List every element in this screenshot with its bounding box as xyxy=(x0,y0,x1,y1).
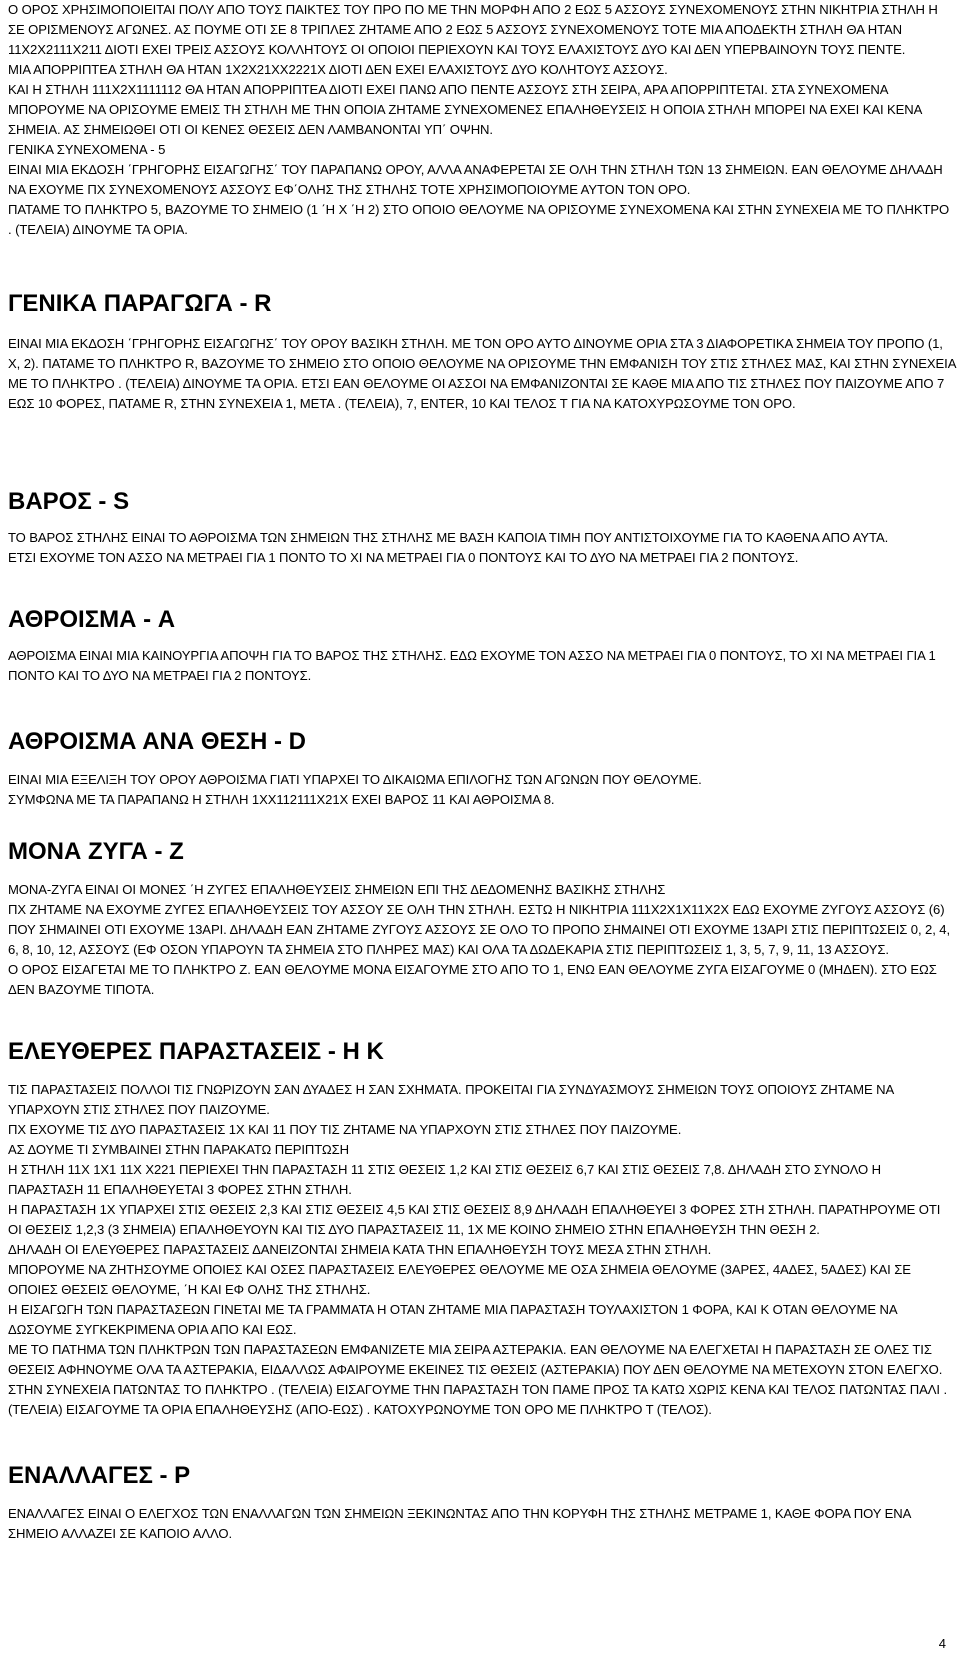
section-paragraph: ΠΧ ΕΧΟΥΜΕ ΤΙΣ ΔΥΟ ΠΑΡΑΣΤΑΣΕΙΣ 1Χ ΚΑΙ 11 ΠΟΥ ΤΙΣ ΖΗΤΑΜΕ ΝΑ ΥΠΑΡΧΟΥΝ ΣΤΙΣ ΣΤΗΛΕΣ ΠΟΥ ΠΑΙΖΟΥΜΕ. xyxy=(8,1122,682,1137)
section-paragraph: ΕΙΝΑΙ ΜΙΑ ΕΚΔΟΣΗ ΄ΓΡΗΓΟΡΗΣ ΕΙΣΑΓΩΓΗΣ΄ ΤΟΥ ΟΡΟΥ ΒΑΣΙΚΗ ΣΤΗΛΗ. ΜΕ ΤΟΝ ΟΡΟ ΑΥΤΟ ΔΙΝΟΥΜΕ ΟΡΙΑ ΣΤΑ 3 ΔΙΑΦΟΡΕΤΙΚΑ ΣΗΜΕΙΑ ΤΟΥ ΠΡΟΠΟ (1, Χ, 2). ΠΑΤΑΜΕ ΤΟ ΠΛΗΚΤΡΟ R, ΒΑΖΟΥΜΕ ΤΟ ΣΗΜΕΙΟ ΣΤΟ ΟΠΟΙΟ ΘΕΛΟΥΜΕ ΝΑ ΟΡΙΣΟΥΜΕ ΤΗΝ ΕΜΦΑΝΙΣΗ ΤΟΥ ΣΤΙΣ ΣΤΗΛΕΣ ΜΑΣ, ΚΑΙ ΣΤΗΝ ΣΥΝΕΧΕΙΑ ΜΕ ΤΟ ΠΛΗΚΤΡΟ . (ΤΕΛΕΙΑ) ΔΙΝΟΥΜΕ ΤΑ ΟΡΙΑ. ΕΤΣΙ ΕΑΝ ΘΕΛΟΥΜΕ ΟΙ ΑΣΣΟΙ ΝΑ ΕΜΦΑΝΙΖΟΝΤΑΙ ΣΕ ΚΑΘΕ ΜΙΑ ΑΠΟ ΤΙΣ ΣΤΗΛΕΣ ΠΟΥ ΠΑΙΖΟΥΜΕ ΑΠΟ 7 ΕΩΣ 10 ΦΟΡΕΣ, ΠΑΤΑΜΕ R, ΣΤΗΝ ΣΥΝΕΧΕΙΑ 1, ΜΕΤΑ . (ΤΕΛΕΙΑ), 7, ENTER, 10 ΚΑΙ ΤΕΛΟΣ Τ ΓΙΑ ΝΑ ΚΑΤΟΧΥΡΩΣΟΥΜΕ ΤΟΝ ΟΡΟ. xyxy=(8,336,956,411)
section-paragraph: Ο ΟΡΟΣ ΕΙΣΑΓΕΤΑΙ ΜΕ ΤΟ ΠΛΗΚΤΡΟ Ζ. ΕΑΝ ΘΕΛΟΥΜΕ ΜΟΝΑ ΕΙΣΑΓΟΥΜΕ ΣΤΟ ΑΠΟ ΤΟ 1, ΕΝΩ ΕΑΝ ΘΕΛΟΥΜΕ ΖΥΓΑ ΕΙΣΑΓΟΥΜΕ 0 (ΜΗΔΕΝ). ΣΤΟ ΕΩΣ ΔΕΝ ΒΑΖΟΥΜΕ ΤΙΠΟΤΑ. xyxy=(8,962,937,997)
section-title: ΑΘΡΟΙΣΜΑ - A xyxy=(8,606,176,633)
section-paragraph: ΜΕ ΤΟ ΠΑΤΗΜΑ ΤΩΝ ΠΛΗΚΤΡΩΝ ΤΩΝ ΠΑΡΑΣΤΑΣΕΩΝ ΕΜΦΑΝΙΖΕΤΕ ΜΙΑ ΣΕΙΡΑ ΑΣΤΕΡΑΚΙΑ. ΕΑΝ ΘΕΛΟΥΜΕ ΝΑ ΕΛΕΓΧΕΤΑΙ Η ΠΑΡΑΣΤΑΣΗ ΣΕ ΟΛΕΣ ΤΙΣ ΘΕΣΕΙΣ ΑΦΗΝΟΥΜΕ ΟΛΑ ΤΑ ΑΣΤΕΡΑΚΙΑ, ΕΙΔΑΛΛΩΣ ΑΦΑΙΡΟΥΜΕ ΕΚΕΙΝΕΣ ΤΙΣ ΘΕΣΕΙΣ (ΑΣΤΕΡΑΚΙΑ) ΠΟΥ ΔΕΝ ΘΕΛΟΥΜΕ ΝΑ ΜΕΤΕΧΟΥΝ ΣΤΟΝ ΕΛΕΓΧΟ. ΣΤΗΝ ΣΥΝΕΧΕΙΑ ΠΑΤΩΝΤΑΣ ΤΟ ΠΛΗΚΤΡΟ . (ΤΕΛΕΙΑ) ΕΙΣΑΓΟΥΜΕ ΤΗΝ ΠΑΡΑΣΤΑΣΗ ΤΟΝ ΠΑΜΕ ΠΡΟΣ ΤΑ ΚΑΤΩ ΧΩΡΙΣ ΚΕΝΑ ΚΑΙ ΤΕΛΟΣ ΠΑΤΩΝΤΑΣ ΠΑΛΙ . (ΤΕΛΕΙΑ) ΕΙΣΑΓΟΥΜΕ ΤΑ ΟΡΙΑ ΕΠΑΛΗΘΕΥΣΗΣ (ΑΠΟ-ΕΩΣ) . ΚΑΤΟΧΥΡΩΝΟΥΜΕ ΤΟΝ ΟΡΟ ΜΕ ΠΛΗΚΤΡΟ Τ (ΤΕΛΟΣ). xyxy=(8,1342,948,1417)
section-paragraph: ΑΘΡΟΙΣΜΑ ΕΙΝΑΙ ΜΙΑ ΚΑΙΝΟΥΡΓΙΑ ΑΠΟΨΗ ΓΙΑ ΤΟ ΒΑΡΟΣ ΤΗΣ ΣΤΗΛΗΣ. ΕΔΩ ΕΧΟΥΜΕ ΤΟΝ ΑΣΣΟ ΝΑ ΜΕΤΡΑΕΙ ΓΙΑ 0 ΠΟΝΤΟΥΣ, ΤΟ ΧΙ ΝΑ ΜΕΤΡΑΕΙ ΓΙΑ 1 ΠΟΝΤΟ ΚΑΙ ΤΟ ΔΥΟ ΝΑ ΜΕΤΡΑΕΙ ΓΙΑ 2 ΠΟΝΤΟΥΣ. xyxy=(8,648,936,683)
intro-subheading: ΓΕΝΙΚΑ ΣΥΝΕΧΟΜΕΝΑ - 5 xyxy=(8,142,166,157)
section-paragraph: ΔΗΛΑΔΗ ΟΙ ΕΛΕΥΘΕΡΕΣ ΠΑΡΑΣΤΑΣΕΙΣ ΔΑΝΕΙΖΟΝΤΑΙ ΣΗΜΕΙΑ ΚΑΤΑ ΤΗΝ ΕΠΑΛΗΘΕΥΣΗ ΤΟΥΣ ΜΕΣΑ ΣΤΗΝ ΣΤΗΛΗ. xyxy=(8,1242,712,1257)
section-paragraph: ΤΟ ΒΑΡΟΣ ΣΤΗΛΗΣ ΕΙΝΑΙ ΤΟ ΑΘΡΟΙΣΜΑ ΤΩΝ ΣΗΜΕΙΩΝ ΤΗΣ ΣΤΗΛΗΣ ΜΕ ΒΑΣΗ ΚΑΠΟΙΑ ΤΙΜΗ ΠΟΥ ΑΝΤΙΣΤΟΙΧΟΥΜΕ ΓΙΑ ΤΟ ΚΑΘΕΝΑ ΑΠΟ ΑΥΤΑ. xyxy=(8,530,889,545)
section-paragraph: ΠΧ ΖΗΤΑΜΕ ΝΑ ΕΧΟΥΜΕ ΖΥΓΕΣ ΕΠΑΛΗΘΕΥΣΕΙΣ ΤΟΥ ΑΣΣΟΥ ΣΕ ΟΛΗ ΤΗΝ ΣΤΗΛΗ. ΕΣΤΩ Η ΝΙΚΗΤΡΙΑ 111Χ2Χ1Χ11Χ2Χ ΕΔΩ ΕΧΟΥΜΕ ΖΥΓΟΥΣ ΑΣΣΟΥΣ (6) ΠΟΥ ΣΗΜΑΙΝΕΙ ΟΤΙ ΕΧΟΥΜΕ 13ΑΡΙ. ΔΗΛΑΔΗ ΕΑΝ ΖΗΤΑΜΕ ΖΥΓΟΥΣ ΑΣΣΟΥΣ ΣΕ ΟΛΟ ΤΟ ΠΡΟΠΟ ΣΗΜΑΙΝΕΙ ΟΤΙ ΕΧΟΥΜΕ 13ΑΡΙ ΣΤΙΣ ΠΕΡΙΠΤΩΣΕΙΣ 0, 2, 4, 6, 8, 10, 12, ΑΣΣΟΥΣ (ΕΦ ΟΣΟΝ ΥΠΑΡΟΥΝ ΤΑ ΣΗΜΕΙΑ ΣΤΟ ΠΛΗΡΕΣ ΜΑΣ) ΚΑΙ ΟΛΑ ΤΑ ΔΩΔΕΚΑΡΙΑ ΣΤΙΣ ΠΕΡΙΠΤΩΣΕΙΣ 1, 3, 5, 7, 9, 11, 13 ΑΣΣΟΥΣ. xyxy=(8,902,951,957)
section-s xyxy=(8,488,956,568)
section-paragraph: ΤΙΣ ΠΑΡΑΣΤΑΣΕΙΣ ΠΟΛΛΟΙ ΤΙΣ ΓΝΩΡΙΖΟΥΝ ΣΑΝ ΔΥΑΔΕΣ Η ΣΑΝ ΣΧΗΜΑΤΑ. ΠΡΟΚΕΙΤΑΙ ΓΙΑ ΣΥΝΔΥΑΣΜΟΥΣ ΣΗΜΕΙΩΝ ΤΟΥΣ ΟΠΟΙΟΥΣ ΖΗΤΑΜΕ ΝΑ ΥΠΑΡΧΟΥΝ ΣΤΙΣ ΣΤΗΛΕΣ ΠΟΥ ΠΑΙΖΟΥΜΕ. xyxy=(8,1082,894,1117)
intro-paragraph-3: ΚΑΙ Η ΣΤΗΛΗ 111Χ2Χ1111112 ΘΑ ΗΤΑΝ ΑΠΟΡΡΙΠΤΕΑ ΔΙΟΤΙ ΕΧΕΙ ΠΑΝΩ ΑΠΟ ΠΕΝΤΕ ΑΣΣΟΥΣ ΣΤΗ ΣΕΙΡΑ, ΑΡΑ ΑΠΟΡΡΙΠΤΕΤΑΙ. ΣΤΑ ΣΥΝΕΧΟΜΕΝΑ ΜΠΟΡΟΥΜΕ ΝΑ ΟΡΙΣΟΥΜΕ ΕΜΕΙΣ ΤΗ ΣΤΗΛΗ ΜΕ ΤΗΝ ΟΠΟΙΑ ΖΗΤΑΜΕ ΣΥΝΕΧΟΜΕΝΕΣ ΕΠΑΛΗΘΕΥΣΕΙΣ Η ΟΠΟΙΑ ΣΤΗΛΗ ΜΠΟΡΕΙ ΝΑ ΕΧΕΙ ΚΑΙ ΚΕΝΑ ΣΗΜΕΙΑ. ΑΣ ΣΗΜΕΙΩΘΕΙ ΟΤΙ ΟΙ ΚΕΝΕΣ ΘΕΣΕΙΣ ΔΕΝ ΛΑΜΒΑΝΟΝΤΑΙ ΥΠ΄ ΟΨΗΝ. xyxy=(8,82,922,137)
section-paragraph: ΜΠΟΡΟΥΜΕ ΝΑ ΖΗΤΗΣΟΥΜΕ ΟΠΟΙΕΣ ΚΑΙ ΟΣΕΣ ΠΑΡΑΣΤΑΣΕΙΣ ΕΛΕΥΘΕΡΕΣ ΘΕΛΟΥΜΕ ΜΕ ΟΣΑ ΣΗΜΕΙΑ ΘΕΛΟΥΜΕ (3ΑΡΕΣ, 4ΑΔΕΣ, 5ΑΔΕΣ) ΚΑΙ ΣΕ ΟΠΟΙΕΣ ΘΕΣΕΙΣ ΘΕΛΟΥΜΕ, ΄Η ΚΑΙ ΕΦ ΟΛΗΣ ΤΗΣ ΣΤΗΛΗΣ. xyxy=(8,1262,911,1297)
section-hk xyxy=(8,1038,956,1420)
section-title: ΕΛΕΥΘΕΡΕΣ ΠΑΡΑΣΤΑΣΕΙΣ - H K xyxy=(8,1038,384,1065)
section-paragraph: ΕΤΣΙ ΕΧΟΥΜΕ ΤΟΝ ΑΣΣΟ ΝΑ ΜΕΤΡΑΕΙ ΓΙΑ 1 ΠΟΝΤΟ ΤΟ ΧΙ ΝΑ ΜΕΤΡΑΕΙ ΓΙΑ 0 ΠΟΝΤΟΥΣ ΚΑΙ ΤΟ ΔΥΟ ΝΑ ΜΕΤΡΑΕΙ ΓΙΑ 2 ΠΟΝΤΟΥΣ. xyxy=(8,550,799,565)
section-paragraph: ΜΟΝΑ-ΖΥΓΑ ΕΙΝΑΙ ΟΙ ΜΟΝΕΣ ΄Η ΖΥΓΕΣ ΕΠΑΛΗΘΕΥΣΕΙΣ ΣΗΜΕΙΩΝ ΕΠΙ ΤΗΣ ΔΕΔΟΜΕΝΗΣ ΒΑΣΙΚΗΣ ΣΤΗΛΗΣ xyxy=(8,882,666,897)
section-paragraph: ΕΝΑΛΛΑΓΕΣ ΕΙΝΑΙ Ο ΕΛΕΓΧΟΣ ΤΩΝ ΕΝΑΛΛΑΓΩΝ ΤΩΝ ΣΗΜΕΙΩΝ ΞΕΚΙΝΩΝΤΑΣ ΑΠΟ ΤΗΝ ΚΟΡΥΦΗ ΤΗΣ ΣΤΗΛΗΣ ΜΕΤΡΑΜΕ 1, ΚΑΘΕ ΦΟΡΑ ΠΟΥ ΕΝΑ ΣΗΜΕΙΟ ΑΛΛΑΖΕΙ ΣΕ ΚΑΠΟΙΟ ΑΛΛΟ. xyxy=(8,1506,911,1541)
section-title: ΑΘΡΟΙΣΜΑ ΑΝΑ ΘΕΣΗ - D xyxy=(8,728,306,755)
section-paragraph: ΣΥΜΦΩΝΑ ΜΕ ΤΑ ΠΑΡΑΠΑΝΩ Η ΣΤΗΛΗ 1ΧΧ112111Χ21Χ ΕΧΕΙ ΒΑΡΟΣ 11 ΚΑΙ ΑΘΡΟΙΣΜΑ 8. xyxy=(8,792,555,807)
section-title: ΓΕΝΙΚΑ ΠΑΡΑΓΩΓΑ - R xyxy=(8,290,272,317)
intro-block xyxy=(8,0,956,240)
intro-paragraph-2: ΜΙΑ ΑΠΟΡΡΙΠΤΕΑ ΣΤΗΛΗ ΘΑ ΗΤΑΝ 1Χ2Χ21ΧΧ2221Χ ΔΙΟΤΙ ΔΕΝ ΕΧΕΙ ΕΛΑΧΙΣΤΟΥΣ ΔΥΟ ΚΟΛΗΤΟΥΣ ΑΣΣΟΥΣ. xyxy=(8,62,668,77)
section-paragraph: ΕΙΝΑΙ ΜΙΑ ΕΞΕΛΙΞΗ ΤΟΥ ΟΡΟΥ ΑΘΡΟΙΣΜΑ ΓΙΑΤΙ ΥΠΑΡΧΕΙ ΤΟ ΔΙΚΑΙΩΜΑ ΕΠΙΛΟΓΗΣ ΤΩΝ ΑΓΩΝΩΝ ΠΟΥ ΘΕΛΟΥΜΕ. xyxy=(8,772,702,787)
page-number: 4 xyxy=(938,1636,946,1651)
section-paragraph: Η ΣΤΗΛΗ 11Χ 1Χ1 11Χ Χ221 ΠΕΡΙΕΧΕΙ ΤΗΝ ΠΑΡΑΣΤΑΣΗ 11 ΣΤΙΣ ΘΕΣΕΙΣ 1,2 ΚΑΙ ΣΤΙΣ ΘΕΣΕΙΣ 6,7 ΚΑΙ ΣΤΙΣ ΘΕΣΕΙΣ 7,8. ΔΗΛΑΔΗ ΣΤΟ ΣΥΝΟΛΟ Η ΠΑΡΑΣΤΑΣΗ 11 ΕΠΑΛΗΘΕΥΕΤΑΙ 3 ΦΟΡΕΣ ΣΤΗΝ ΣΤΗΛΗ. xyxy=(8,1162,881,1197)
intro-paragraph-6: ΠΑΤΑΜΕ ΤΟ ΠΛΗΚΤΡΟ 5, ΒΑΖΟΥΜΕ ΤΟ ΣΗΜΕΙΟ (1 ΄Η Χ ΄Η 2) ΣΤΟ ΟΠΟΙΟ ΘΕΛΟΥΜΕ ΝΑ ΟΡΙΣΟΥΜΕ ΣΥΝΕΧΟΜΕΝΑ ΚΑΙ ΣΤΗΝ ΣΥΝΕΧΕΙΑ ΜΕ ΤΟ ΠΛΗΚΤΡΟ . (ΤΕΛΕΙΑ) ΔΙΝΟΥΜΕ ΤΑ ΟΡΙΑ. xyxy=(8,202,950,237)
section-z xyxy=(8,838,956,1000)
section-p xyxy=(8,1462,956,1544)
section-title: ΜΟΝΑ ΖΥΓΑ - Z xyxy=(8,838,184,865)
section-d xyxy=(8,728,956,810)
section-title: ΒΑΡΟΣ - S xyxy=(8,488,130,515)
section-paragraph: Η ΠΑΡΑΣΤΑΣΗ 1Χ ΥΠΑΡΧΕΙ ΣΤΙΣ ΘΕΣΕΙΣ 2,3 ΚΑΙ ΣΤΙΣ ΘΕΣΕΙΣ 4,5 ΚΑΙ ΣΤΙΣ ΘΕΣΕΙΣ 8,9 ΔΗΛΑΔΗ ΕΠΑΛΗΘΕΥΕΙ 3 ΦΟΡΕΣ ΣΤΗ ΣΤΗΛΗ. ΠΑΡΑΤΗΡΟΥΜΕ ΟΤΙ ΟΙ ΘΕΣΕΙΣ 1,2,3 (3 ΣΗΜΕΙΑ) ΕΠΑΛΗΘΕΥΟΥΝ ΚΑΙ ΤΙΣ ΔΥΟ ΠΑΡΑΣΤΑΣΕΙΣ 11, 1Χ ΜΕ ΚΟΙΝΟ ΣΗΜΕΙΟ ΣΤΗΝ ΕΠΑΛΗΘΕΥΣΗ ΤΗΝ ΘΕΣΗ 2. xyxy=(8,1202,941,1237)
section-title: ΕΝΑΛΛΑΓΕΣ - P xyxy=(8,1462,191,1489)
section-paragraph: ΑΣ ΔΟΥΜΕ ΤΙ ΣΥΜΒΑΙΝΕΙ ΣΤΗΝ ΠΑΡΑΚΑΤΩ ΠΕΡΙΠΤΩΣΗ xyxy=(8,1142,349,1157)
section-a xyxy=(8,606,956,686)
section-paragraph: Η ΕΙΣΑΓΩΓΗ ΤΩΝ ΠΑΡΑΣΤΑΣΕΩΝ ΓΙΝΕΤΑΙ ΜΕ ΤΑ ΓΡΑΜΜΑΤΑ Η ΟΤΑΝ ΖΗΤΑΜΕ ΜΙΑ ΠΑΡΑΣΤΑΣΗ ΤΟΥΛΑΧΙΣΤΟΝ 1 ΦΟΡΑ, ΚΑΙ Κ ΟΤΑΝ ΘΕΛΟΥΜΕ ΝΑ ΔΩΣΟΥΜΕ ΣΥΓΚΕΚΡΙΜΕΝΑ ΟΡΙΑ ΑΠΟ ΚΑΙ ΕΩΣ. xyxy=(8,1302,897,1337)
intro-paragraph-5: ΕΙΝΑΙ ΜΙΑ ΕΚΔΟΣΗ ΄ΓΡΗΓΟΡΗΣ ΕΙΣΑΓΩΓΗΣ΄ ΤΟΥ ΠΑΡΑΠΑΝΩ ΟΡΟΥ, ΑΛΛΑ ΑΝΑΦΕΡΕΤΑΙ ΣΕ ΟΛΗ ΤΗΝ ΣΤΗΛΗ ΤΩΝ 13 ΣΗΜΕΙΩΝ. ΕΑΝ ΘΕΛΟΥΜΕ ΔΗΛΑΔΗ ΝΑ ΕΧΟΥΜΕ ΠΧ ΣΥΝΕΧΟΜΕΝΟΥΣ ΑΣΣΟΥΣ ΕΦ΄ΟΛΗΣ ΤΗΣ ΣΤΗΛΗΣ ΤΟΤΕ ΧΡΗΣΙΜΟΠΟΙΟΥΜΕ ΑΥΤΟΝ ΤΟΝ ΟΡΟ. xyxy=(8,162,943,197)
intro-paragraph-1: Ο ΟΡΟΣ ΧΡΗΣΙΜΟΠΟΙΕΙΤΑΙ ΠΟΛΥ ΑΠΟ ΤΟΥΣ ΠΑΙΚΤΕΣ ΤΟΥ ΠΡΟ ΠΟ ΜΕ ΤΗΝ ΜΟΡΦΗ ΑΠΟ 2 ΕΩΣ 5 ΑΣΣΟΥΣ ΣΥΝΕΧΟΜΕΝΟΥΣ ΣΤΗΝ ΝΙΚΗΤΡΙΑ ΣΤΗΛΗ Η ΣΕ ΟΡΙΣΜΕΝΟΥΣ ΑΓΩΝΕΣ. ΑΣ ΠΟΥΜΕ ΟΤΙ ΣΕ 8 ΤΡΙΠΛΕΣ ΖΗΤΑΜΕ ΑΠΟ 2 ΕΩΣ 5 ΑΣΣΟΥΣ ΣΥΝΕΧΟΜΕΝΟΥΣ ΤΟΤΕ ΜΙΑ ΑΠΟΔΕΚΤΗ ΣΤΗΛΗ ΘΑ ΗΤΑΝ 11Χ2Χ2111Χ211 ΔΙΟΤΙ ΕΧΕΙ ΤΡΕΙΣ ΑΣΣΟΥΣ ΚΟΛΛΗΤΟΥΣ ΟΙ ΟΠΟΙΟΙ ΠΕΡΙΕΧΟΥΝ ΚΑΙ ΤΟΥΣ ΕΛΑΧΙΣΤΟΥΣ ΔΥΟ ΚΑΙ ΔΕΝ ΥΠΕΡΒΑΙΝΟΥΝ ΤΟΥΣ ΠΕΝΤΕ. xyxy=(8,2,938,57)
section-r xyxy=(8,290,956,414)
